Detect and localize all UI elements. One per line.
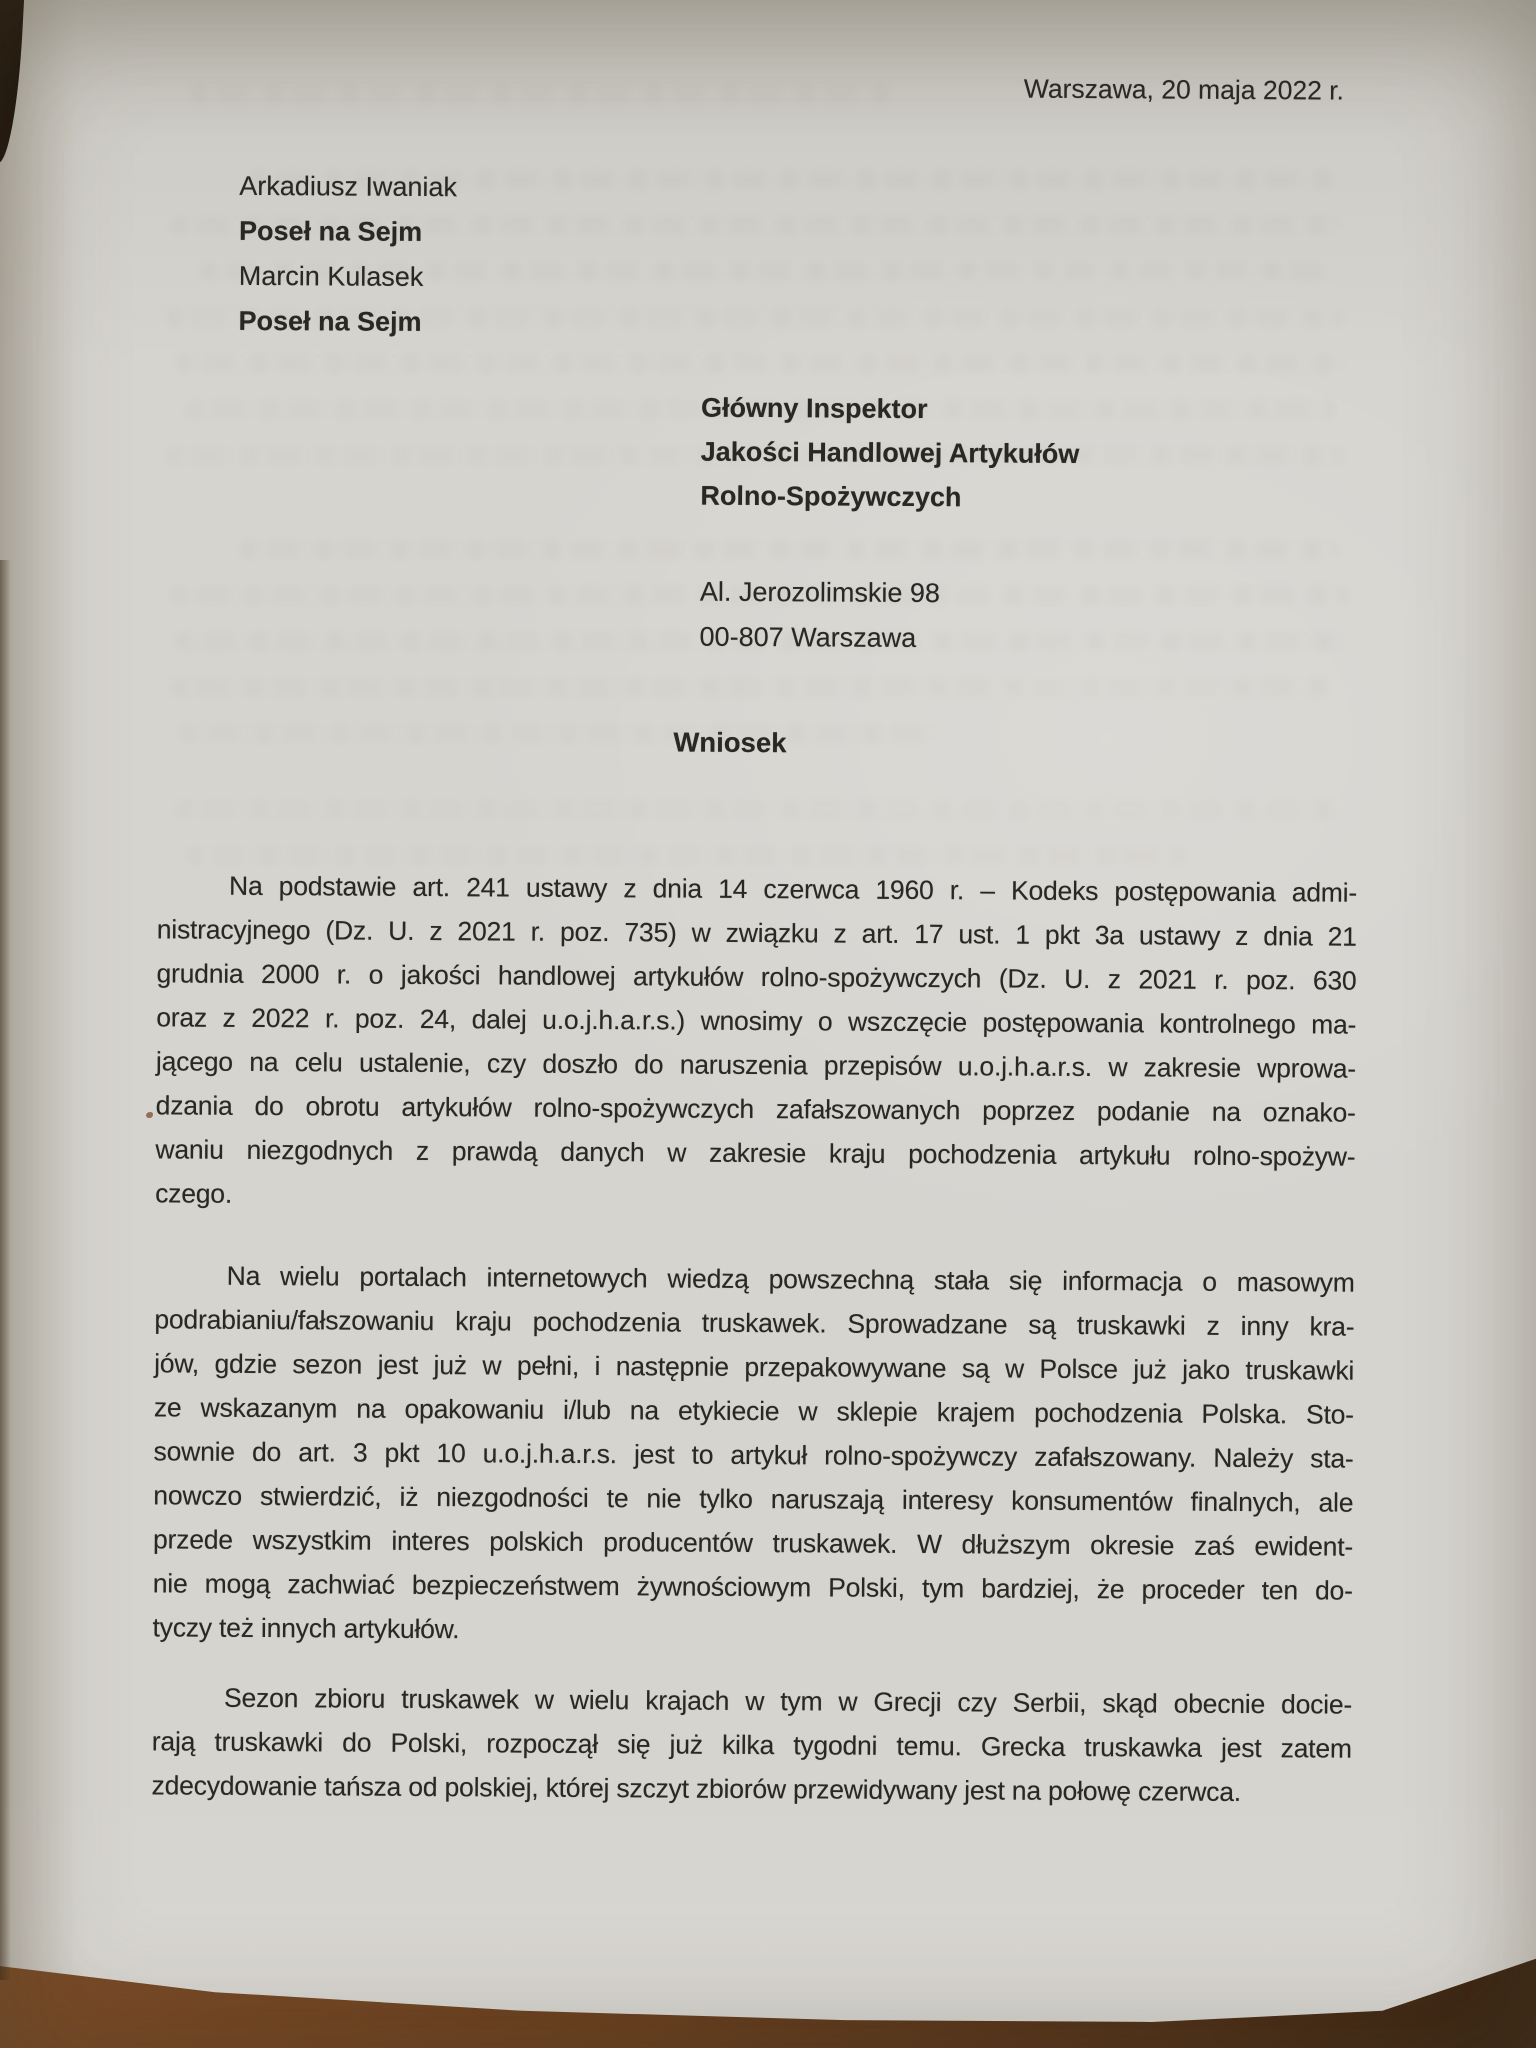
body-paragraph-3 (151, 1675, 1352, 1814)
address-line: 00-807 Warszawa (699, 621, 917, 653)
bleedthrough-line (175, 800, 1335, 819)
text-line: jącego na celu ustalenie, czy doszło do naruszenia przepisów u.o.j.h.a.r.s. w zakresie wprowa- (155, 1046, 1357, 1084)
text-line: oraz z 2022 r. poz. 24, dalej u.o.j.h.a.r.s.) wnosimy o wszczęcie postępowania kontrolnego ma- (156, 1002, 1357, 1040)
address-line: Al. Jerozolimskie 98 (699, 576, 941, 609)
text-line: nistracyjnego (Dz. U. z 2021 r. poz. 735) w związku z art. 17 ust. 1 pkt 3a ustawy z dnia 21 (156, 914, 1357, 952)
bleedthrough-line (175, 354, 1345, 373)
text-line: Na wielu portalach internetowych wiedzą powszechną stała się informacja o masowym (226, 1260, 1355, 1298)
text-line: rają truskawki do Polski, rozpoczął się już kilka tygodni temu. Grecka truskawka jest zatem (151, 1726, 1352, 1764)
ink-speck (146, 1112, 153, 1118)
sender-title: Poseł na Sejm (238, 305, 422, 337)
bleedthrough-line (240, 540, 1340, 559)
recipient-block (700, 386, 1079, 520)
text-line: jów, gdzie sezon jest już w pełni, i następnie przepakowywane są w Polsce już jako truskawki (154, 1348, 1355, 1386)
body-paragraph-2 (152, 1253, 1354, 1656)
recipient-line: Jakości Handlowej Artykułów (700, 436, 1080, 469)
bleedthrough-line (170, 678, 1330, 697)
document-heading: Wniosek (673, 726, 787, 759)
recipient-address (699, 570, 940, 661)
sender-name: Marcin Kulasek (238, 260, 424, 292)
text-line: sownie do art. 3 pkt 10 u.o.j.h.a.r.s. jest to artykuł rolno-spożywczy zafałszowany. Należy sta- (153, 1436, 1354, 1474)
text-line: grudnia 2000 r. o jakości handlowej artykułów rolno-spożywczych (Dz. U. z 2021 r. poz. 630 (156, 958, 1357, 996)
sender-block (238, 164, 457, 345)
sender-name: Arkadiusz Iwaniak (239, 170, 458, 203)
recipient-line: Rolno-Spożywczych (700, 480, 962, 513)
text-line: waniu niezgodnych z prawdą danych w zakresie kraju pochodzenia artykułu rolno-spożyw- (155, 1134, 1356, 1172)
letter-content (151, 0, 1363, 1807)
text-line: zdecydowanie tańsza od polskiej, której szczyt zbiorów przewidywany jest na połowę czerwca. (151, 1770, 1242, 1807)
text-line: Sezon zbioru truskawek w wielu krajach w tym w Grecji czy Serbii, skąd obecnie docie- (224, 1682, 1353, 1720)
text-line: dzania do obrotu artykułów rolno-spożywczych zafałszowanych poprzez podanie na oznako- (155, 1090, 1356, 1128)
text-line: ze wskazanym na opakowaniu i/lub na etykiecie w sklepie krajem pochodzenia Polska. Sto- (153, 1392, 1354, 1430)
bleedthrough-line (185, 846, 1185, 865)
text-line: Na podstawie art. 241 ustawy z dnia 14 czerwca 1960 r. – Kodeks postępowania admi- (228, 870, 1358, 908)
text-line: nowczo stwierdzić, iż niezgodności te nie tylko naruszają interesy konsumentów finalnych, ale (153, 1480, 1354, 1518)
text-line: przede wszystkim interes polskich producentów truskawek. W dłuższym okresie zaś ewident- (152, 1524, 1354, 1562)
body-paragraph-1 (155, 863, 1357, 1222)
date-line: Warszawa, 20 maja 2022 r. (1023, 73, 1345, 106)
text-line: czego. (155, 1178, 233, 1209)
text-line: nie mogą zachwiać bezpieczeństwem żywnościowym Polski, tym bardziej, że proceder ten do- (152, 1568, 1353, 1606)
text-line: podrabianiu/fałszowaniu kraju pochodzenia truskawek. Sprowadzane są truskawki z inny kra- (154, 1304, 1355, 1342)
paper-edge-shadow (0, 560, 11, 1980)
sender-title: Poseł na Sejm (238, 215, 423, 247)
recipient-line: Główny Inspektor (700, 392, 928, 425)
text-line: tyczy też innych artykułów. (152, 1612, 460, 1645)
